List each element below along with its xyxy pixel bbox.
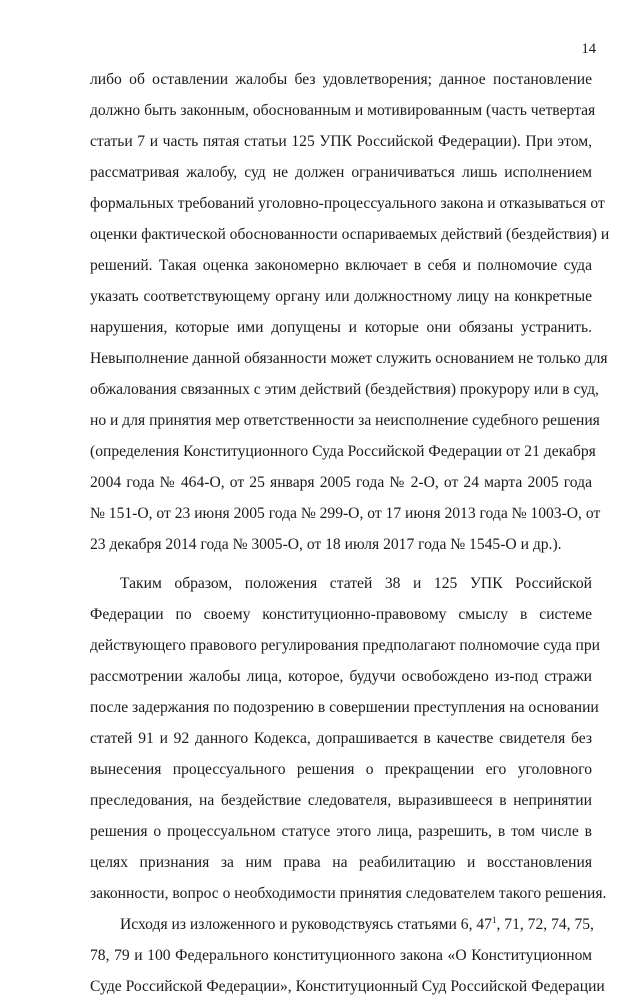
text-line: № 151-О, от 23 июня 2005 года № 299-О, от 17 июня 2013 года № 1003-О, от (90, 505, 601, 522)
text-line: оценки фактической обоснованности оспариваемых действий (бездействия) и (90, 226, 610, 243)
text-line: рассматривая жалобу, суд не должен ограничиваться лишь исполнением (90, 164, 592, 181)
text-line: указать соответствующему органу или должностному лицу на конкретные (90, 288, 592, 305)
paragraph (90, 68, 610, 564)
text-line: 78, 79 и 100 Федерального конституционного закона «О Конституционном (90, 947, 592, 964)
text-fragment: Исходя из изложенного и руководствуясь статьями 6, 47 (120, 916, 492, 933)
text-line: (определения Конституционного Суда Российской Федерации от 21 декабря (90, 443, 596, 460)
text-line: рассмотрении жалобы лица, которое, будучи освобождено из-под стражи (90, 668, 592, 685)
text-line: решений. Такая оценка закономерно включает в себя и полномочие суда (90, 257, 592, 274)
text-line: статей 91 и 92 данного Кодекса, допрашивается в качестве свидетеля без (90, 730, 592, 747)
page-number: 14 (581, 41, 596, 57)
document-body (90, 68, 610, 1006)
text-line: вынесения процессуального решения о прекращении его уголовного (90, 761, 592, 778)
text-line: 23 декабря 2014 года № 3005-О, от 18 июля 2017 года № 1545-О и др.). (90, 536, 562, 553)
text-line: формальных требований уголовно-процессуального закона и отказываться от (90, 195, 605, 212)
text-line: законности, вопрос о необходимости принятия следователем такого решения. (90, 885, 607, 902)
text-line: обжалования связанных с этим действий (бездействия) прокурору или в суд, (90, 381, 599, 398)
paragraph (90, 572, 607, 913)
text-line: Невыполнение данной обязанности может служить основанием не только для (90, 350, 608, 367)
text-line: Суде Российской Федерации», Конституционный Суд Российской Федерации (90, 978, 605, 995)
text-line: действующего правового регулирования предполагают полномочие суда при (90, 637, 601, 654)
text-line: статьи 7 и часть пятая статьи 125 УПК Российской Федерации). При этом, (90, 133, 592, 150)
text-line: целях признания за ним права на реабилитацию и восстановления (90, 854, 592, 871)
text-line: но и для принятия мер ответственности за неисполнение судебного решения (90, 412, 600, 429)
paragraph (90, 913, 605, 1006)
text-line: 2004 года № 464-О, от 25 января 2005 года № 2-О, от 24 марта 2005 года (90, 474, 592, 491)
text-line: нарушения, которые ими допущены и которые они обязаны устранить. (90, 319, 592, 336)
text-line: Таким образом, положения статей 38 и 125 УПК Российской (120, 575, 592, 592)
text-line: должно быть законным, обоснованным и мотивированным (часть четвертая (90, 102, 596, 119)
text-line: Федерации по своему конституционно-правовому смыслу в системе (90, 606, 592, 623)
text-line: либо об оставлении жалобы без удовлетворения; данное постановление (90, 71, 592, 88)
text-line: преследования, на бездействие следователя, выразившееся в непринятии (90, 792, 592, 809)
text-line (90, 913, 592, 944)
text-line: решения о процессуальном статусе этого лица, разрешить, в том числе в (90, 823, 592, 840)
superscript: 1 (491, 914, 497, 925)
text-line: после задержания по подозрению в совершении преступления на основании (90, 699, 599, 716)
text-fragment: , 71, 72, 74, 75, (496, 916, 594, 933)
